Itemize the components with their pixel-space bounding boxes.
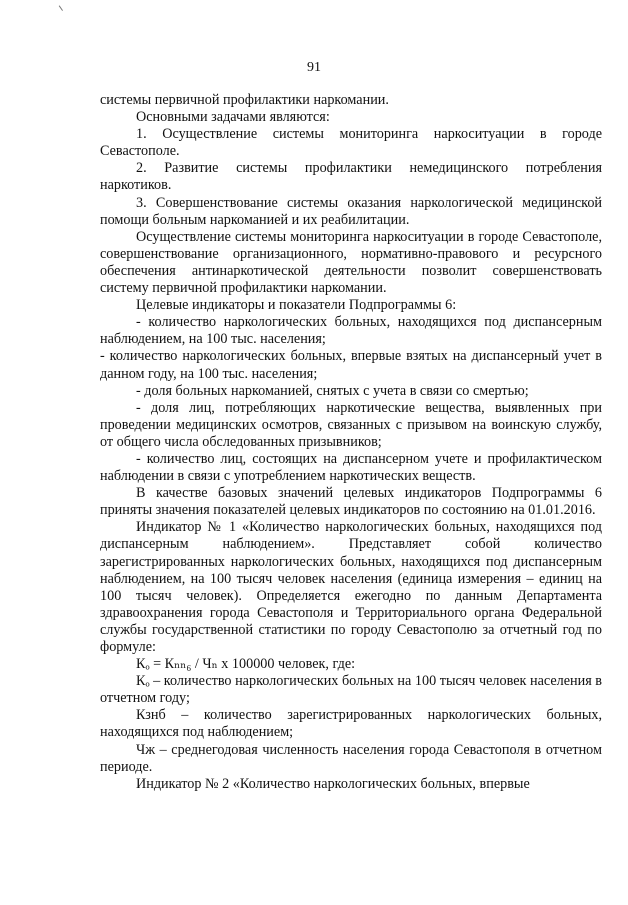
paragraph-baseline-values: В качестве базовых значений целевых индикаторов Подпрограммы 6 приняты значения показателей целевых индикаторов по состоянию на 01.01.2016. bbox=[100, 485, 602, 519]
paragraph-task-1: 1. Осуществление системы мониторинга наркоситуации в городе Севастополе. bbox=[100, 126, 602, 160]
paragraph-formula-ko: Кₒ – количество наркологических больных на 100 тысяч человек населения в отчетном году; bbox=[100, 673, 602, 707]
paragraph-task-3: 3. Совершенствование системы оказания наркологической медицинской помощи больным наркоманией и их реабилитации. bbox=[100, 194, 602, 228]
paragraph-formula-chzh: Чж – среднегодовая численность населения города Севастополя в отчетном периоде. bbox=[100, 741, 602, 775]
paragraph-indicator-item-5: - количество лиц, состоящих на диспансерном учете и профилактическом наблюдении в связи с употреблением наркотических веществ. bbox=[100, 450, 602, 485]
document-body bbox=[100, 92, 602, 793]
paragraph-indicator-item-1: - количество наркологических больных, находящихся под диспансерным наблюдением, на 100 тыс. населения; bbox=[100, 314, 602, 348]
paragraph-indicator-1-description: Индикатор № 1 «Количество наркологических больных, находящихся под диспансерным наблюдением». Представляет собой количество зарегистрированных наркологических больных, находящихся под диспансерным наблюдением, на 100 тысяч человек населения (единица измерения – единиц на 100 тысяч человек). Определяется ежегодно по данным Департамента здравоохранения города Севастополя и Территориального органа Федеральной службы государственной статистики по городу Севастополю за отчетный год по формуле: bbox=[100, 519, 602, 655]
paragraph-tasks-heading: Основными задачами являются: bbox=[136, 109, 330, 126]
paragraph-task-2: 2. Развитие системы профилактики немедицинского потребления наркотиков. bbox=[100, 160, 602, 194]
paragraph-indicator-item-2: - количество наркологических больных, впервые взятых на диспансерный учет в данном году, на 100 тыс. населения; bbox=[100, 348, 602, 382]
scan-mark bbox=[59, 3, 67, 11]
paragraph-indicators-heading: Целевые индикаторы и показатели Подпрограммы 6: bbox=[136, 297, 457, 314]
paragraph-monitoring: Осуществление системы мониторинга наркоситуации в городе Севастополе, совершенствование организационного, нормативно-правового и ресурсного обеспечения антинаркотической деятельности позволит совершенствовать систему первичной профилактики наркомании. bbox=[100, 228, 602, 297]
paragraph-indicator-2-start: Индикатор № 2 «Количество наркологических больных, впервые bbox=[136, 775, 530, 792]
paragraph-indicator-item-4: - доля лиц, потребляющих наркотические вещества, выявленных при проведении медицинских осмотров, связанных с призывом на воинскую службу, от общего числа обследованных призывников; bbox=[100, 399, 602, 450]
paragraph-formula: Кₒ = Кₙₙ₆ / Чₙ x 100000 человек, где: bbox=[136, 656, 356, 673]
page-number: 91 bbox=[307, 60, 321, 75]
paragraph-formula-kznb: Кзнб – количество зарегистрированных наркологических больных, находящихся под наблюдением; bbox=[100, 707, 602, 741]
paragraph-continuation: системы первичной профилактики наркомании. bbox=[100, 92, 389, 108]
paragraph-indicator-item-3: - доля больных наркоманией, снятых с учета в связи со смертью; bbox=[136, 382, 529, 399]
